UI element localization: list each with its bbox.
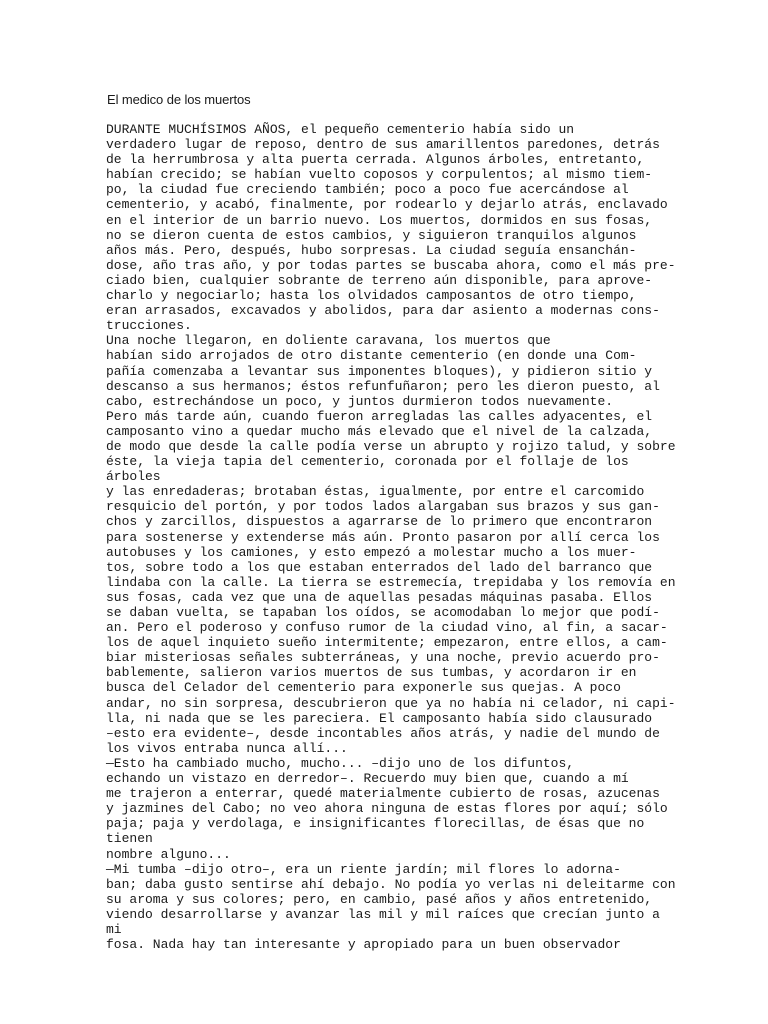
body-line: habían sido arrojados de otro distante cementerio (en donde una Com- (106, 348, 637, 364)
body-line: sus fosas, cada vez que una de aquellas pesadas máquinas pasaba. Ellos (106, 589, 653, 605)
body-line: árboles (106, 469, 161, 485)
body-line: años más. Pero, después, hubo sorpresas. La ciudad seguía ensanchán- (106, 242, 637, 258)
body-line: y jazmines del Cabo; no veo ahora ninguna de estas flores por aquí; sólo (106, 801, 668, 817)
body-line: cementerio, y acabó, finalmente, por rodearlo y dejarlo atrás, enclavado (106, 197, 668, 213)
body-line: lindaba con la calle. La tierra se estremecía, trepidaba y los removía en (106, 574, 676, 590)
document-title: El medico de los muertos (107, 92, 251, 107)
body-line: camposanto vino a quedar mucho más elevado que el nivel de la calzada, (106, 423, 653, 439)
body-line: de modo que desde la calle podía verse un abrupto y rojizo talud, y sobre (106, 438, 676, 454)
body-line: nombre alguno... (106, 846, 231, 862)
body-line: su aroma y sus colores; pero, en cambio, pasé años y años entretenido, (106, 891, 653, 907)
body-line: ciado bien, cualquier sobrante de terreno aún disponible, para aprove- (106, 272, 653, 288)
body-line: verdadero lugar de reposo, dentro de sus amarillentos paredones, detrás (106, 137, 660, 153)
body-line: se daban vuelta, se tapaban los oídos, se acomodaban lo mejor que podí- (106, 605, 660, 620)
body-line: biar misteriosas señales subterráneas, y una noche, previo acuerdo pro- (106, 650, 660, 666)
body-line: para sostenerse y extenderse más aún. Pronto pasaron por allí cerca los (106, 529, 660, 545)
body-line: bablemente, salieron varios muertos de sus tumbas, y acordaron ir en (106, 665, 637, 681)
body-line: Pero más tarde aún, cuando fueron arregladas las calles adyacentes, el (106, 408, 653, 424)
body-line: autobuses y los camiones, y esto empezó a molestar mucho a los muer- (106, 544, 637, 560)
body-line: lla, ni nada que se les pareciera. El camposanto había sido clausurado (106, 710, 653, 726)
body-line: —Esto ha cambiado mucho, mucho... –dijo uno de los difuntos, (106, 755, 575, 771)
body-line: echando un vistazo en derredor–. Recuerdo muy bien que, cuando a mí (106, 771, 629, 787)
body-line: los de aquel inquieto sueño intermitente; empezaron, entre ellos, a cam- (106, 635, 668, 651)
body-line: DURANTE MUCHÍSIMOS AÑOS, el pequeño cementerio había sido un (106, 122, 575, 137)
body-line: en el interior de un barrio nuevo. Los muertos, dormidos en sus fosas, (106, 212, 653, 228)
body-line: tienen (106, 831, 153, 847)
body-line: pañía comenzaba a levantar sus imponentes bloques), y pidieron sitio y (106, 363, 653, 379)
body-line: charlo y negociarlo; hasta los olvidados camposantos de otro tiempo, (106, 288, 637, 304)
body-line: dose, año tras año, y por todas partes se buscaba ahora, como el más pre- (106, 257, 676, 273)
body-line: éste, la vieja tapia del cementerio, coronada por el follaje de los (106, 454, 629, 470)
document-body (106, 122, 746, 952)
body-line: y las enredaderas; brotaban éstas, igualmente, por entre el carcomido (106, 484, 645, 500)
body-line: an. Pero el poderoso y confuso rumor de la ciudad vino, al fin, a sacar- (106, 620, 668, 636)
body-line: Una noche llegaron, en doliente caravana, los muertos que (106, 333, 551, 349)
body-line: cabo, estrechándose un poco, y juntos durmieron todos nuevamente. (106, 393, 614, 409)
body-line: me trajeron a enterrar, quedé materialmente cubierto de rosas, azucenas (106, 786, 660, 802)
body-line: –esto era evidente–, desde incontables años atrás, y nadie del mundo de (106, 725, 660, 741)
body-line: habían crecido; se habían vuelto coposos y corpulentos; al mismo tiem- (106, 167, 653, 183)
body-line: —Mi tumba –dijo otro–, era un riente jardín; mil flores lo adorna- (106, 861, 621, 877)
body-line: po, la ciudad fue creciendo también; poco a poco fue acercándose al (106, 182, 629, 198)
body-line: descanso a sus hermanos; éstos refunfuñaron; pero les dieron puesto, al (106, 378, 660, 394)
body-line: ban; daba gusto sentirse ahí debajo. No podía yo verlas ni deleitarme con (106, 876, 676, 892)
body-line: mi (106, 921, 122, 937)
body-line: busca del Celador del cementerio para exponerle sus quejas. A poco (106, 680, 621, 696)
body-line: de la herrumbrosa y alta puerta cerrada. Algunos árboles, entretanto, (106, 152, 645, 168)
body-line: fosa. Nada hay tan interesante y apropiado para un buen observador (106, 937, 621, 953)
body-line: eran arrasados, excavados y abolidos, para dar asiento a modernas cons- (106, 303, 660, 319)
body-line: viendo desarrollarse y avanzar las mil y mil raíces que crecían junto a (106, 906, 660, 922)
body-line: los vivos entraba nunca allí... (106, 740, 348, 756)
body-line: no se dieron cuenta de estos cambios, y siguieron tranquilos algunos (106, 227, 637, 243)
body-line: andar, no sin sorpresa, descubrieron que ya no había ni celador, ni capi- (106, 695, 676, 711)
body-line: tos, sobre todo a los que estaban enterrados del lado del barranco que (106, 559, 653, 575)
body-line: trucciones. (106, 318, 192, 334)
body-line: paja; paja y verdolaga, e insignificantes florecillas, de ésas que no (106, 816, 645, 832)
body-line: resquicio del portón, y por todos lados alargaban sus brazos y sus gan- (106, 499, 660, 515)
body-line: chos y zarcillos, dispuestos a agarrarse de lo primero que encontraron (106, 514, 653, 530)
